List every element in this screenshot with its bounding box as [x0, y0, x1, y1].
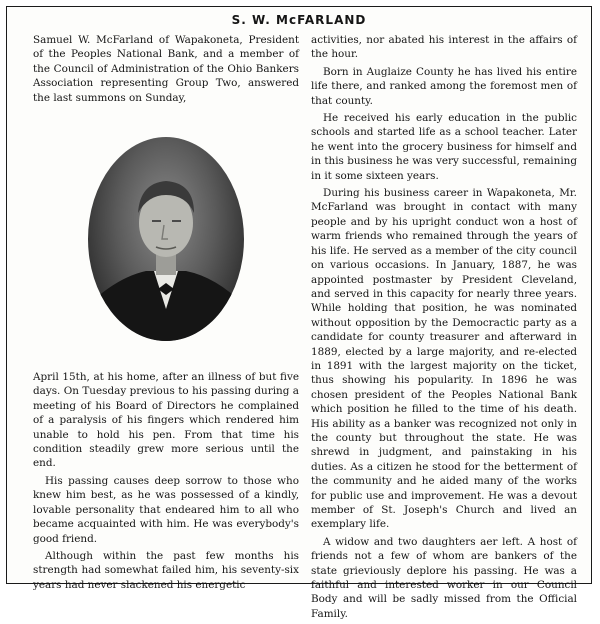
- paragraph-survivors: A widow and two daughters aer left. A host of friends not a few of whom are bankers of the state grieviously deplore his passing. He was a faithful and interested worker in our Council Body and will be sadly missed from the Official Family.: [311, 535, 577, 620]
- right-column: [311, 33, 577, 624]
- paragraph-sorrow: His passing causes deep sorrow to those who knew him best, as he was possessed of a kindly, lovable personality that endeared him to all who became acquainted with him. He was everybody's good friend.: [33, 474, 299, 545]
- portrait-container: [33, 108, 299, 370]
- paragraph-education: He received his early education in the public schools and started life as a school teacher. Later he went into the grocery business for himself and in this business he was very successful, remaining in it some sixteen years.: [311, 112, 577, 182]
- portrait-photo: [88, 137, 244, 341]
- article-title: S. W. McFARLAND: [231, 13, 367, 27]
- paragraph-intro: Samuel W. McFarland of Wapakoneta, President of the Peoples National Bank, and a member of the Council of Administration of the Ohio Bankers Association representing Group Two, answered the last summons on Sunday,: [33, 34, 299, 104]
- left-column: [33, 33, 299, 595]
- portrait-figure: [88, 137, 244, 341]
- article-frame: [6, 6, 592, 620]
- paragraph-career: During his business career in Wapakoneta, Mr. McFarland was brought in contact with many people and by his upright conduct won a host of warm friends who remained through the years of his life. He served as a member of the city council on various occasions. In January, 1887, he was appointed postmaster by President Cleveland, and served in this capacity for nearly three years. While holding that position, he was nominated without opposition by the Democractic party as a candidate for county treasurer and afterward in 1889, elected by a large majority, and re-elected in 1891 with the largest majority on the ticket, thus showing his popularity. In 1896 he was chosen president of the Peoples National Bank which position he filled to the time of his death. His ability as a banker was recognized not only in the county but throughout the state. He was shrewd in judgment, and painstaking in his duties. As a citizen he stood for the betterment of the community and he aided many of the works for public use and improvement. He was a devout member of St. Joseph's Church and lived an exemplary life.: [311, 187, 577, 531]
- paragraph-energy: Although within the past few months his strength had somewhat failed him, his seventy-six years had never slackened his energetic: [33, 549, 299, 591]
- paragraph-illness: April 15th, at his home, after an illness of but five days. On Tuesday previous to his passing during a meeting of his Board of Directors he complained of a paralysis of his fingers which rendered him unable to hold his pen. From that time his condition steadily grew more serious until the end.: [33, 371, 299, 470]
- paragraph-activities: activities, nor abated his interest in the affairs of the hour.: [311, 34, 577, 61]
- paragraph-birth: Born in Auglaize County he has lived his entire life there, and ranked among the foremost men of that county.: [311, 65, 577, 107]
